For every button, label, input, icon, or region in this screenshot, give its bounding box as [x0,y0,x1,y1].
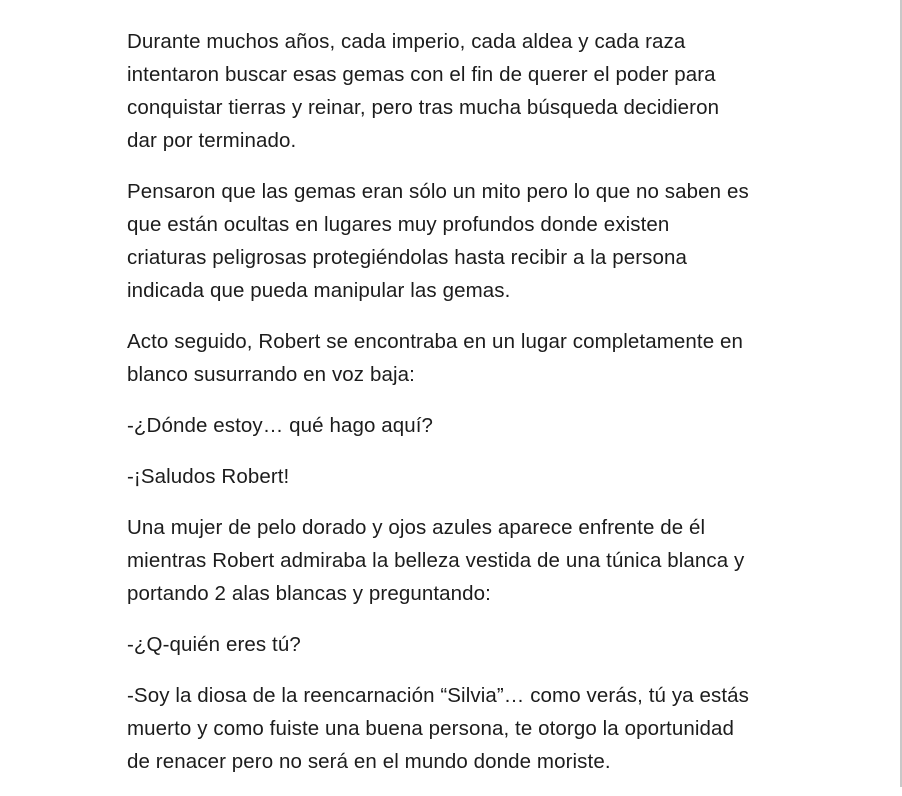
paragraph-2: Pensaron que las gemas eran sólo un mito pero lo que no saben es que están ocultas en lugares muy profundos donde existen criaturas peligrosas protegiéndolas hasta recibir a la persona indicada que pueda manipular las gemas. [127,180,749,302]
dialogue-line-3: -¿Q-quién eres tú? [127,633,301,656]
document-body [127,25,787,796]
paragraph-1: Durante muchos años, cada imperio, cada aldea y cada raza intentaron buscar esas gemas con el fin de querer el poder para conquistar tierras y reinar, pero tras mucha búsqueda decidieron dar por terminado. [127,30,720,152]
paragraph-3: Acto seguido, Robert se encontraba en un lugar completamente en blanco susurrando en voz baja: [127,330,743,386]
paragraph-4: Una mujer de pelo dorado y ojos azules aparece enfrente de él mientras Robert admiraba la belleza vestida de una túnica blanca y portando 2 alas blancas y preguntando: [127,516,745,605]
dialogue-line-4: -Soy la diosa de la reencarnación “Silvia”… como verás, tú ya estás muerto y como fuiste una buena persona, te otorgo la oportunidad de renacer pero no será en el mundo donde moriste. [127,684,749,773]
dialogue-line-1: -¿Dónde estoy… qué hago aquí? [127,414,434,437]
dialogue-line-2: -¡Saludos Robert! [127,465,290,488]
